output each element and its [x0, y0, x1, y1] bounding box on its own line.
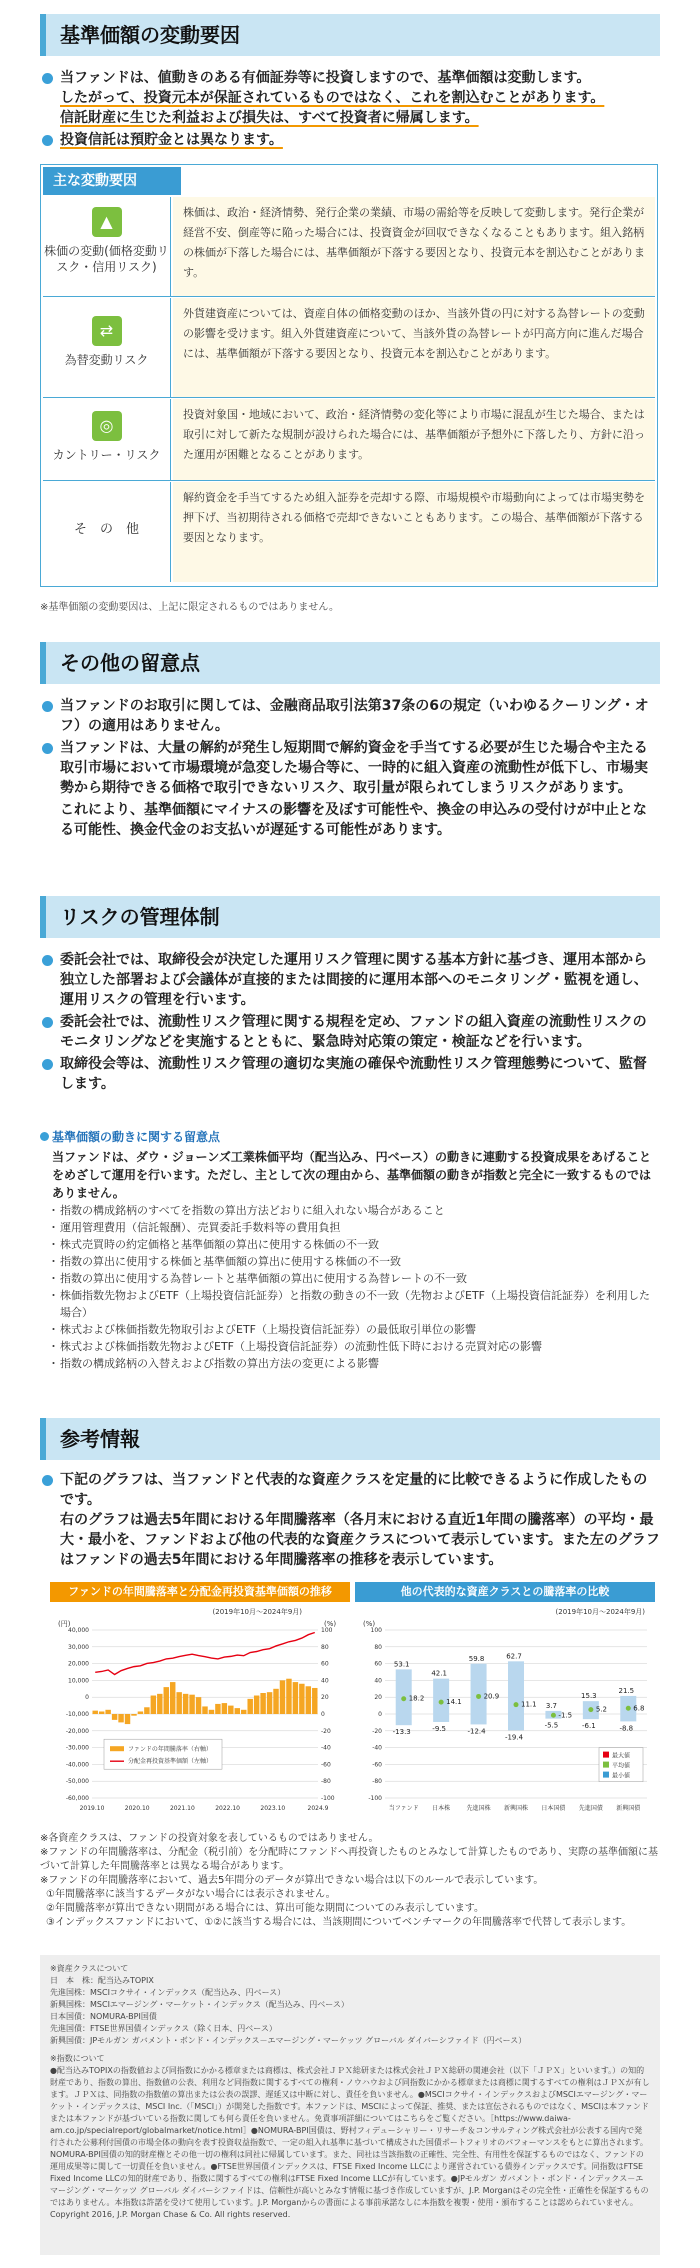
avg-label: -1.5 — [558, 1711, 573, 1720]
x-tick-label: 2022.10 — [215, 1805, 241, 1812]
x-tick-label: 当ファンド — [388, 1805, 419, 1812]
legend-label: 分配金再投資基準価額（左軸） — [128, 1758, 213, 1766]
min-label: -8.8 — [619, 1724, 634, 1733]
y-tick-label-right: -40 — [321, 1744, 331, 1752]
risk-row-label: ▲ 株価の変動(価格変動リスク・信用リスク) — [43, 197, 171, 296]
source-body: ●配当込みTOPIXの指数値および同指数にかかる標章または商標は、株式会社ＪＰＸ総研または株式会社ＪＰＸ総研の関連会社（以下「ＪＰＸ」といいます。）の知的財産であり、指数の算出、指数値の公表、利用など同指数に関するすべての権利・ノウハウおよび同指数にかかる標章または商標に関するすべての権利はＪＰＸが有します。ＪＰＸは、同指数の指数値の算出または公表の誤謬、遅延又は中断に対し、責任を負いません。●MSCIコクサイ・インデックスおよびMSCIエマージング・マーケット・インデックスは、MSCI Inc.（「MSCI」）が開発した指数です。本ファンドは、MSCIによって保証、推奨、または宣伝されるものではなく、MSCIは本ファンドまたは本ファンドが基づいている指数に関しても何ら責任を負いません。免責事項詳細についてはこちらをご覧ください。［https://www.daiwa-am.co.jp/specialreport/globalmarket/notice.html］●NOMURA-BPI国債は、野村フィデューシャリー・リサーチ＆コンサルティング株式会社が公表する国内で発行された公募利付国債の市場全体の動向を表す投資収益指数で、一定の組入れ基準に基づいて構成された国債ポートフォリオのパフォーマンスをもとに算出されます。NOMURA-BPI国債の知的財産権とその他一切の権利は同社に帰属しています。また、同社は当該指数の正確性、完全性、有用性を保証するものではなく、ファンドの運用成果等に関して一切責任を負いません。●FTSE世界国債インデックスは、FTSE Fixed Income LLCにより運営されている債券インデックスです。同指数はFTSE Fixed Income LLCの知的財産であり、指数に関するすべての権利はFTSE Fixed Income LLCが有しています。●JPモルガン ガバメント・ボンド・インデックス－エマージング・マーケッツ グローバル ダイバーシファイドは、信頼性が高いとみなす情報に基づき作成していますが、J.P. Morganはその完全性・正確性を保証するものではありません。本指数は許諾を受けて使用しています。J.P. Morganからの書面による事前承諾なしに本指数を複製・使用・頒布することは認められていません。Copyright 2016, J.P. Morgan Chase & Co. All rights reserved. — [50, 2066, 650, 2219]
return-bar — [280, 1680, 285, 1714]
return-bar — [293, 1682, 298, 1714]
y-tick-label-left: -50,000 — [65, 1778, 89, 1786]
avg-label: 20.9 — [483, 1692, 500, 1701]
y-tick-label-right: -80 — [321, 1778, 331, 1786]
min-label: -5.5 — [544, 1721, 559, 1730]
y-tick-label: 20 — [374, 1694, 382, 1702]
x-tick-label: 日本国債 — [541, 1805, 566, 1812]
return-bar — [247, 1699, 252, 1714]
y-tick-label-right: 100 — [321, 1627, 333, 1634]
return-bar — [112, 1714, 117, 1720]
bullet-supervision: 取締役会等は、流動性リスク管理の適切な実施の確保や流動性リスク管理態勢について、監督します。 — [40, 1054, 660, 1094]
min-label: -12.4 — [467, 1727, 486, 1736]
return-bar — [286, 1679, 291, 1714]
risk-row-label: ◎ カントリー・リスク — [43, 399, 171, 480]
chart-title: 他の代表的な資産クラスとの騰落率の比較 — [355, 1582, 655, 1602]
section-heading-reference: 参考情報 — [40, 1418, 660, 1460]
globe-icon: ◎ — [92, 411, 122, 441]
stock-chart-icon: ▲ — [92, 207, 122, 237]
y-tick-label: -100 — [368, 1795, 382, 1802]
index-notes-heading: 基準価額の動きに関する留意点 — [40, 1128, 660, 1146]
return-bar — [144, 1707, 149, 1714]
y-tick-label-left: -20,000 — [65, 1727, 89, 1735]
y-tick-label-left: 0 — [85, 1694, 89, 1702]
x-tick-label: 先進国債 — [578, 1805, 603, 1812]
y-tick-label-left: -10,000 — [65, 1711, 89, 1718]
min-label: -6.1 — [582, 1722, 596, 1731]
range-bar — [508, 1661, 524, 1730]
y-tick-label-left: -60,000 — [65, 1795, 89, 1802]
chart-note: ③インデックスファンドにおいて、①②に該当する場合には、当該期間についてベンチマークの年間騰落率で代替して表示します。 — [46, 1917, 632, 1928]
avg-point — [626, 1706, 631, 1711]
chart-note: ※ファンドの年間騰落率において、過去5年間分のデータが算出できない場合は以下のルールで表示しています。 — [40, 1875, 544, 1886]
bullet-line: 当ファンドは、値動きのある有価証券等に投資しますので、基準価額は変動します。 — [60, 70, 591, 86]
y-tick-label-right: -60 — [321, 1761, 331, 1769]
section-heading-nav-factors: 基準価額の変動要因 — [40, 14, 660, 56]
y-tick-label: -40 — [372, 1744, 382, 1752]
list-item: ・ 株式および株価指数先物およびETF（上場投資信託証券）の流動性低下時における売買対応の影響 — [40, 1338, 660, 1355]
comparison-chart-svg — [355, 1602, 655, 1822]
avg-point — [476, 1694, 481, 1699]
return-bar — [254, 1696, 259, 1714]
y-tick-label-left: 30,000 — [68, 1643, 89, 1651]
bullet-line: 下記のグラフは、当ファンドと代表的な資産クラスを定量的に比較できるように作成したものです。 — [60, 1472, 648, 1508]
return-bar — [125, 1714, 130, 1724]
return-bar — [183, 1694, 188, 1714]
list-item: ・ 指数の構成銘柄の入替えおよび指数の算出方法の変更による影響 — [40, 1355, 660, 1372]
return-bar — [151, 1696, 156, 1714]
return-bar — [273, 1689, 278, 1714]
return-bar — [118, 1714, 123, 1722]
y-tick-label-right: 0 — [321, 1711, 325, 1718]
source-line: 新興国株：MSCIエマージング・マーケット・インデックス（配当込み、円ベース） — [50, 2000, 349, 2009]
max-label: 42.1 — [431, 1669, 447, 1678]
min-label: -9.5 — [432, 1724, 446, 1733]
legend-label: 最大値 — [612, 1752, 631, 1760]
x-tick-label: 2019.10 — [79, 1805, 105, 1812]
y-tick-label-left: -40,000 — [65, 1761, 89, 1769]
avg-point — [514, 1702, 519, 1707]
y-tick-label: 60 — [374, 1660, 382, 1668]
min-label: -19.4 — [504, 1733, 524, 1742]
source-line: 先進国株：MSCIコクサイ・インデックス（配当込み、円ベース） — [50, 1988, 286, 1997]
x-tick-label: 2023.10 — [260, 1805, 286, 1812]
avg-label: 18.2 — [408, 1694, 425, 1703]
y-unit: (%) — [363, 1620, 376, 1628]
legend-label: ファンドの年間騰落率（右軸） — [128, 1746, 212, 1754]
bullet-board-policy: 委託会社では、取締役会が決定した運用リスク管理に関する基本方針に基づき、運用本部から独立した部署および会議体が直接的または間接的に運用本部へのモニタリング・監視を通し、運用リスクの管理を行います。 — [40, 950, 660, 1010]
fund-chart-svg — [50, 1602, 350, 1822]
y-tick-label: -20 — [372, 1727, 382, 1735]
risk-note: ※基準価額の変動要因は、上記に限定されるものではありません。 — [40, 602, 339, 613]
bullet-line-underlined: したがって、投資元本が保証されているものではなく、これを割込むことがあります。 — [60, 90, 605, 106]
y-tick-label-right: 80 — [321, 1643, 329, 1651]
return-bar — [93, 1711, 98, 1714]
return-bar — [215, 1704, 220, 1714]
chart-note: ①年間騰落率に該当するデータがない場合には表示されません。 — [46, 1889, 336, 1900]
legend-swatch — [603, 1762, 609, 1768]
return-bar — [105, 1710, 110, 1714]
source-line: 新興国債：JPモルガン ガバメント・ボンド・インデックス－エマージング・マーケッツ グローバル ダイバーシファイド（円ベース） — [50, 2036, 527, 2045]
bullet-text: 投資信託は預貯金とは異なります。 — [60, 132, 283, 148]
chart-panel-comparison — [355, 1582, 655, 1822]
bullet-liquidity: 当ファンドは、大量の解約が発生し短期間で解約資金を手当てする必要が生じた場合や主たる取引市場において市場環境が急変した場合等に、一時的に組入資産の流動性が低下し、市場実勢から期待できる価格で取引できないリスク、取引量が限られてしまうリスクがあります。 — [40, 738, 660, 798]
x-tick-label: 日本株 — [432, 1805, 451, 1812]
x-tick-label: 2021.10 — [169, 1805, 195, 1812]
index-source-box — [40, 1955, 660, 2255]
max-label: 21.5 — [618, 1686, 635, 1695]
return-bar — [196, 1697, 201, 1714]
y-tick-label: 0 — [378, 1711, 382, 1718]
y-tick-label-right: -20 — [321, 1727, 331, 1735]
bullet-line: 右のグラフは過去5年間における年間騰落率（各月末における直近1年間の騰落率）の平均・最大・最小を、ファンドおよび他の代表的な資産クラスについて表示しています。また左のグラフはファンドの過去5年間における年間騰落率の推移を表示しています。 — [60, 1512, 660, 1568]
risk-table-header: 主な変動要因 — [43, 167, 181, 195]
x-tick-label: 新興国債 — [616, 1805, 641, 1812]
risk-row-text: 解約資金を手当てするため組入証券を売却する際、市場規模や市場動向によっては市場実勢を押下げ、当初期待される価格で売却できないこともあります。この場合、基準価額が下落する要因となります。 — [173, 482, 655, 582]
y-tick-label-right: 60 — [321, 1660, 329, 1668]
bullet-line-underlined: 信託財産に生じた利益および損失は、すべて投資者に帰属します。 — [60, 110, 479, 126]
source-heading: ※資産クラスについて — [50, 1964, 129, 1973]
list-item: ・ 株式および株価指数先物取引およびETF（上場投資信託証券）の最低取引単位の影響 — [40, 1321, 660, 1338]
list-item: ・ 指数の算出に使用する株価と基準価額の算出に使用する株価の不一致 — [40, 1253, 660, 1270]
risk-row-text: 投資対象国・地域において、政治・経済情勢の変化等により市場に混乱が生じた場合、または取引に対して新たな規制が設けられた場合には、基準価額が予想外に下落したり、方針に沿った運用が困難となることがあります。 — [173, 399, 655, 480]
risk-row-text: 外貨建資産については、資産自体の価格変動のほか、当該外貨の円に対する為替レートの変動の影響を受けます。組入外貨建資産について、当該外貨の為替レートが円高方向に進んだ場合には、基準価額が下落する要因となり、投資元本を割込むことがあります。 — [173, 298, 655, 397]
x-tick-label: 2020.10 — [124, 1805, 150, 1812]
y-tick-label-right: 20 — [321, 1694, 329, 1702]
list-item: ・ 株式売買時の約定価格と基準価額の算出に使用する株価の不一致 — [40, 1236, 660, 1253]
y-tick-label: -60 — [372, 1761, 382, 1769]
y-tick-label: 100 — [370, 1627, 382, 1634]
risk-row-label: そ の 他 — [43, 482, 171, 582]
return-bar — [235, 1708, 240, 1714]
return-bar — [312, 1688, 317, 1714]
chart-title: ファンドの年間騰落率と分配金再投資基準価額の推移 — [50, 1582, 350, 1602]
return-bar — [222, 1703, 227, 1714]
bullet-liquidity-rules: 委託会社では、流動性リスク管理に関する規程を定め、ファンドの組入資産の流動性リスクのモニタリングなどを実施するとともに、緊急時対応策の策定・検証などを行います。 — [40, 1012, 660, 1052]
source-line: 日 本 株：配当込みTOPIX — [50, 1976, 154, 1985]
y-tick-label-left: 20,000 — [68, 1660, 89, 1668]
list-item: ・ 指数の算出に使用する為替レートと基準価額の算出に使用する為替レートの不一致 — [40, 1270, 660, 1287]
source-line: 先進国債：FTSE世界国債インデックス（除く日本、円ベース） — [50, 2024, 277, 2033]
y-tick-label-left: -30,000 — [65, 1744, 89, 1752]
legend-swatch — [603, 1752, 609, 1758]
y-tick-label-right: 40 — [321, 1677, 329, 1685]
chart-notes — [40, 1832, 660, 1930]
return-bar — [131, 1714, 136, 1716]
return-bar — [306, 1686, 311, 1714]
return-bar — [260, 1693, 265, 1714]
index-notes-intro: 当ファンドは、ダウ・ジョーンズ工業株価平均（配当込み、円ベース）の動きに連動する投資成果をあげることをめざして運用を行います。ただし、主として次の理由から、基準価額の動きが指数と完全に一致するものではありません。 — [52, 1150, 652, 1200]
return-bar — [299, 1684, 304, 1714]
y-unit-left: (円) — [58, 1620, 71, 1628]
return-bar — [176, 1692, 181, 1714]
currency-exchange-icon: ⇄ — [92, 316, 122, 346]
section-heading-other-notes: その他の留意点 — [40, 642, 660, 684]
avg-label: 14.1 — [446, 1698, 462, 1707]
return-bar — [164, 1687, 169, 1714]
avg-point — [588, 1707, 593, 1712]
return-bar — [209, 1710, 214, 1714]
chart-period: (2019年10月～2024年9月) — [555, 1608, 645, 1616]
return-bar — [228, 1706, 233, 1714]
max-label: 15.3 — [581, 1692, 597, 1701]
risk-row-label: ⇄ 為替変動リスク — [43, 298, 171, 397]
bullet-cooling-off: 当ファンドのお取引に関しては、金融商品取引法第37条の6の規定（いわゆるクーリング・オフ）の適用はありません。 — [40, 696, 660, 736]
max-label: 53.1 — [393, 1660, 410, 1669]
y-tick-label-left: 10,000 — [68, 1677, 89, 1685]
return-bar — [267, 1692, 272, 1714]
return-bar — [170, 1682, 175, 1714]
chart-note: ②年間騰落率が算出できない期間がある場合には、算出可能な期間についてのみ表示しています。 — [46, 1903, 484, 1914]
source-heading: ※指数について — [50, 2054, 105, 2063]
return-bar — [99, 1711, 104, 1714]
y-tick-label-right: -100 — [321, 1795, 335, 1802]
legend-label: 平均値 — [612, 1762, 631, 1770]
source-line: 日本国債：NOMURA-BPI国債 — [50, 2012, 157, 2021]
max-label: 62.7 — [506, 1652, 522, 1661]
avg-label: 11.1 — [521, 1700, 537, 1709]
chart-note: ※ファンドの年間騰落率は、分配金（税引前）を分配時にファンドへ再投資したものとみなして計算したものであり、実際の基準価額に基づいて計算した年間騰落率とは異なる場合があります。 — [40, 1847, 658, 1872]
nav-line — [95, 1633, 315, 1675]
chart-panel-fund — [50, 1582, 350, 1822]
avg-point — [401, 1696, 406, 1701]
x-tick-label: 2024.9 — [307, 1805, 329, 1812]
section-heading-risk-management: リスクの管理体制 — [40, 896, 660, 938]
list-item: ・ 株価指数先物およびETF（上場投資信託証券）と指数の動きの不一致（先物およびETF（上場投資信託証券）を利用した場合） — [40, 1287, 660, 1321]
return-bar — [189, 1695, 194, 1714]
reference-bullets — [40, 1470, 660, 1572]
chart-period: (2019年10月～2024年9月) — [212, 1608, 302, 1616]
avg-label: 6.8 — [633, 1704, 645, 1713]
return-bar — [241, 1710, 246, 1714]
avg-point — [439, 1700, 444, 1705]
risk-row-text: 株価は、政治・経済情勢、発行企業の業績、市場の需給等を反映して変動します。発行企業が経営不安、倒産等に陥った場合には、投資資金が回収できなくなることもあります。組入銘柄の株価が下落した場合には、基準価額が下落する要因となり、投資元本を割込むことがあります。 — [173, 197, 655, 296]
legend-swatch — [603, 1772, 609, 1778]
y-tick-label: 80 — [374, 1643, 382, 1651]
list-item: ・ 運用管理費用（信託報酬）、売買委託手数料等の費用負担 — [40, 1219, 660, 1236]
y-tick-label: -80 — [372, 1778, 382, 1786]
max-label: 3.7 — [545, 1701, 557, 1710]
chart-note: ※各資産クラスは、ファンドの投資対象を表しているものではありません。 — [40, 1833, 379, 1844]
bullet-reference — [40, 1470, 660, 1570]
max-label: 59.8 — [468, 1654, 485, 1663]
list-item: ・ 指数の構成銘柄のすべてを指数の算出方法どおりに組入れない場合があること — [40, 1202, 660, 1219]
x-tick-label: 先進国株 — [466, 1805, 491, 1812]
return-bar — [138, 1711, 143, 1714]
legend-label: 最小値 — [612, 1772, 631, 1780]
avg-point — [551, 1713, 556, 1718]
y-tick-label-left: 40,000 — [68, 1627, 89, 1634]
min-label: -13.3 — [392, 1728, 411, 1737]
return-bar — [202, 1706, 207, 1714]
avg-label: 5.2 — [595, 1705, 607, 1714]
bullet-liquidity-continued: これにより、基準価額にマイナスの影響を及ぼす可能性や、換金の申込みの受付けが中止となる可能性、換金代金のお支払いが遅延する可能性があります。 — [60, 802, 647, 838]
legend-swatch-bar — [110, 1746, 124, 1751]
return-bar — [157, 1694, 162, 1714]
y-tick-label: 40 — [374, 1677, 382, 1685]
x-tick-label: 新興国株 — [503, 1805, 529, 1812]
y-unit-right: (%) — [324, 1620, 337, 1628]
